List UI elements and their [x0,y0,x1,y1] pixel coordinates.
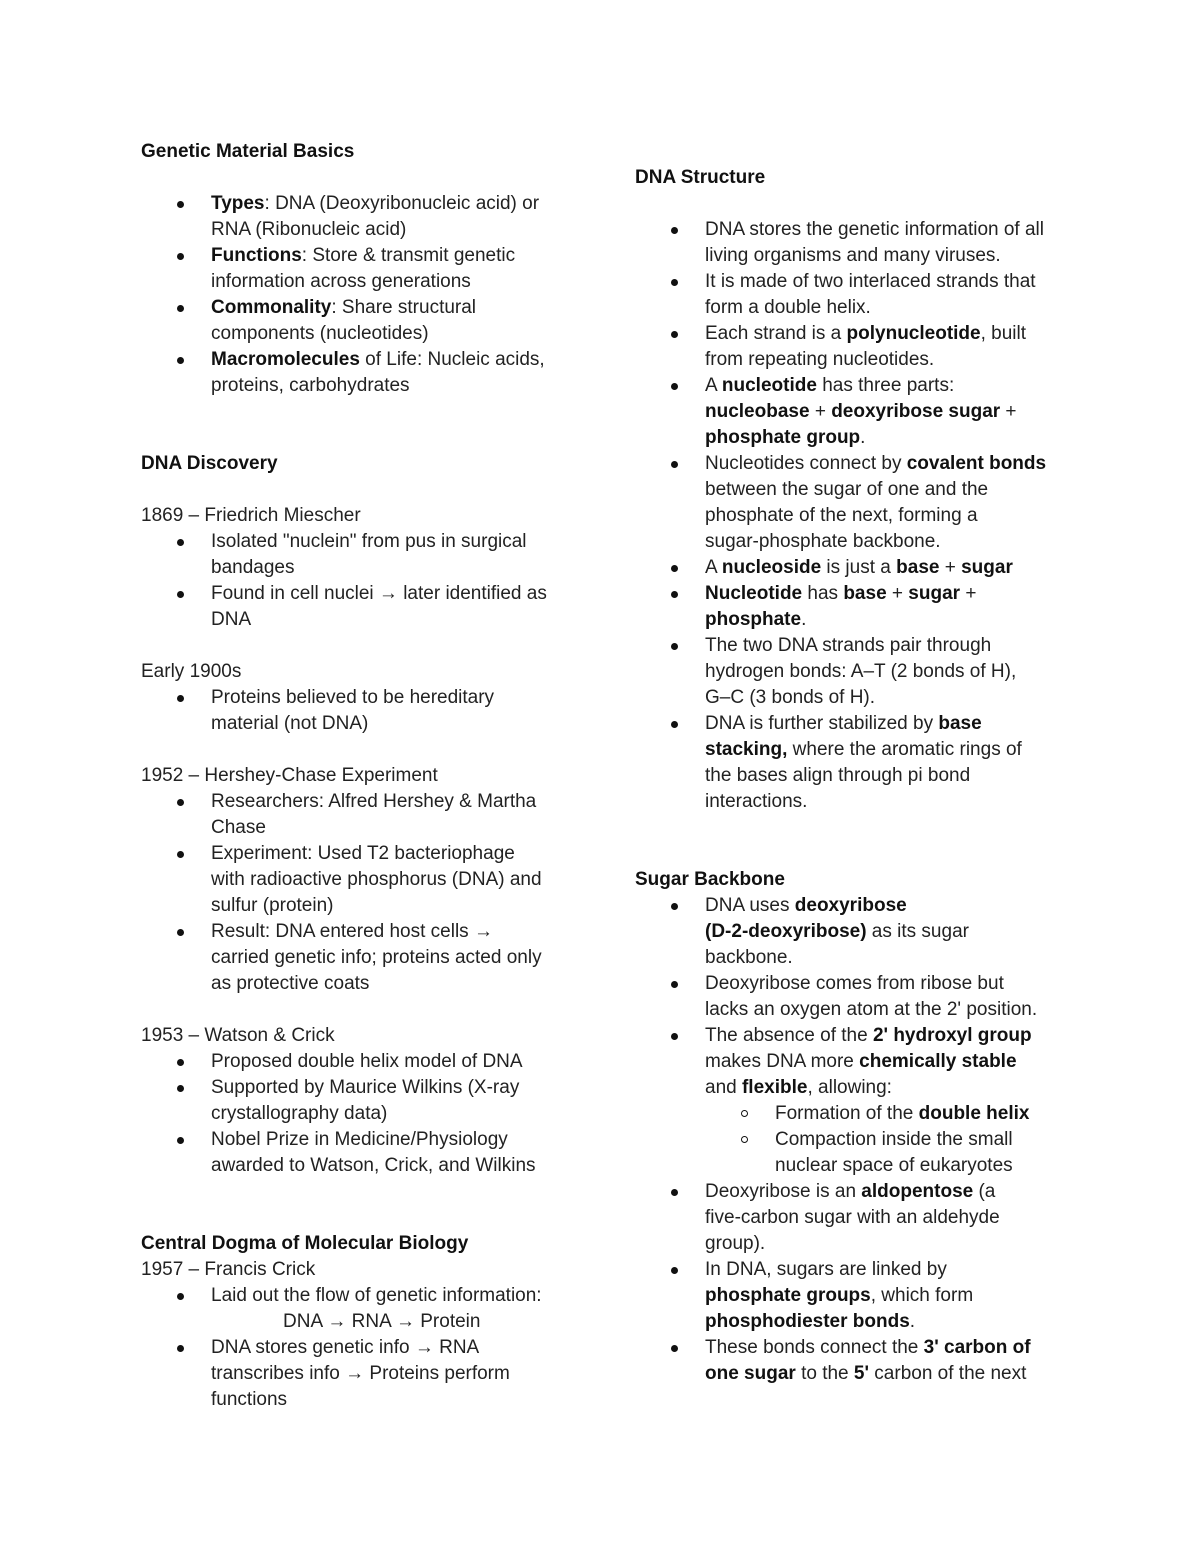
list-item-text [211,217,571,243]
left-column [141,139,571,1413]
text: sulfur (protein) [211,895,334,916]
list-item-text [705,321,1075,347]
hollow-bullet-icon [741,1110,748,1117]
bold-text: phosphodiester bonds [705,1311,910,1332]
list-item-text [211,1075,571,1101]
list-item-text [211,243,571,269]
text: Chase [211,817,266,838]
bullet-list [141,685,571,737]
list-item-text [211,815,571,841]
bullet-icon [671,383,678,390]
text: and [705,1077,742,1098]
text: proteins, carbohydrates [211,375,410,396]
bullet-icon [671,331,678,338]
text: hydrogen bonds: A–T (2 bonds of H), [705,661,1017,682]
list-item [141,1335,571,1413]
list-item-text [211,893,571,919]
text: + [1000,401,1017,422]
list-item-text [705,997,1075,1023]
list-item [141,1049,571,1075]
bullet-list [141,191,571,399]
text: , allowing: [807,1077,892,1098]
text: Found in cell nuclei → later identified as [211,583,547,604]
sub-list-item [635,1127,1075,1179]
text: carbon of the next [869,1363,1027,1384]
list-item-text [705,217,1075,243]
list-item [141,685,571,737]
list-item-text [705,971,1075,997]
text: Compaction inside the small [775,1129,1013,1150]
text: . [909,1311,916,1332]
list-item-text [211,607,571,633]
text: DNA stores the genetic information of all [705,219,1045,240]
bullet-icon [671,1267,678,1274]
text: + [809,401,832,422]
list-item [141,1127,571,1179]
bold-text: aldopentose [861,1181,974,1202]
bold-text: base [896,557,940,578]
list-item-text [705,529,1075,555]
bold-text: flexible [741,1077,808,1098]
section-heading-dna-structure: DNA Structure [635,167,766,188]
text: + [886,583,909,604]
list-item-text [705,1231,1075,1257]
text: Experiment: Used T2 bacteriophage [211,843,515,864]
bullet-icon [671,565,678,572]
text: the bases align through pi bond [705,765,971,786]
list-item-text [705,919,1075,945]
bullet-icon [671,903,678,910]
text: : DNA (Deoxyribonucleic acid) or [264,193,540,214]
list-item [141,919,571,997]
bold-text: one sugar [705,1363,796,1384]
bullet-list [635,893,1075,1387]
text: form a double helix. [705,297,871,318]
text: information across generations [211,271,471,292]
text: makes DNA more [705,1051,860,1072]
text: as protective coats [211,973,370,994]
text: , built [980,323,1027,344]
text: Deoxyribose is an [705,1181,862,1202]
bullet-icon [177,1345,184,1352]
bold-text: deoxyribose sugar [831,401,1001,422]
bullet-icon [671,1033,678,1040]
list-item-text [705,633,1075,659]
list-item-text [705,243,1075,269]
text: . [860,427,866,448]
text: G–C (3 bonds of H). [705,687,876,708]
text: crystallography data) [211,1103,388,1124]
list-item-text [211,269,571,295]
bullet-icon [177,253,184,260]
text: Each strand is a [705,323,847,344]
list-item-text [705,451,1075,477]
list-item-text [211,321,571,347]
list-item-text [705,399,1075,425]
text: has three parts: [816,375,955,396]
bold-text: deoxyribose [794,895,907,916]
bold-text: Nucleotide [705,583,803,604]
list-item-text [705,607,1075,633]
list-item [635,971,1075,1023]
text: is just a [821,557,897,578]
text: lacks an oxygen atom at the 2' position. [705,999,1038,1020]
list-item [635,633,1075,711]
list-item [635,1023,1075,1101]
text: as its sugar [866,921,969,942]
list-item-text [211,529,571,555]
list-item-text [705,1361,1075,1387]
list-item-text [705,347,1075,373]
text: to the [795,1363,854,1384]
list-item [141,529,571,581]
dogma-flow: DNA → RNA → Protein [283,1311,481,1332]
event-title: 1953 – Watson & Crick [141,1025,335,1046]
list-item-text [705,1309,1075,1335]
text: with radioactive phosphorus (DNA) and [211,869,542,890]
list-item-text [211,1101,571,1127]
bullet-icon [671,981,678,988]
sub-list-item [635,1101,1075,1127]
list-item-text [211,1127,571,1153]
bullet-icon [671,1189,678,1196]
list-item [635,451,1075,555]
text: In DNA, sugars are linked by [705,1259,947,1280]
text: A [705,375,722,396]
bullet-icon [671,279,678,286]
bullet-icon [671,1345,678,1352]
text: Nobel Prize in Medicine/Physiology [211,1129,508,1150]
list-item [635,373,1075,451]
text: sugar-phosphate backbone. [705,531,941,552]
text: , which form [870,1285,974,1306]
text: Formation of the [775,1103,919,1124]
list-item-text [211,191,571,217]
list-item [141,347,571,399]
list-item [141,295,571,347]
list-item-text [211,581,571,607]
text: where the aromatic rings of [787,739,1022,760]
list-item-text [211,971,571,997]
list-item-text [705,555,1075,581]
text: living organisms and many viruses. [705,245,1001,266]
text: Result: DNA entered host cells → [211,921,493,942]
list-item [141,789,571,841]
list-item-text [211,1153,571,1179]
list-item-text [211,711,571,737]
list-item-text [705,685,1075,711]
bold-text: 3' carbon of [923,1337,1031,1358]
bullet-icon [177,799,184,806]
text: components (nucleotides) [211,323,429,344]
list-item [635,269,1075,321]
bold-text: Macromolecules [211,349,360,370]
list-item-text [211,347,571,373]
bold-text: nucleotide [721,375,817,396]
bullet-icon [177,1059,184,1066]
list-item-text [705,477,1075,503]
bold-text: sugar [961,557,1013,578]
list-item-text [705,373,1075,399]
list-item-text [705,1023,1075,1049]
list-item-text [705,425,1075,451]
bold-text: 5' [853,1363,870,1384]
section-heading-genetic-basics: Genetic Material Basics [141,141,355,162]
text: Proposed double helix model of DNA [211,1051,523,1072]
bullet-icon [177,305,184,312]
text: phosphate of the next, forming a [705,505,978,526]
text: Supported by Maurice Wilkins (X-ray [211,1077,520,1098]
text: The two DNA strands pair through [705,635,992,656]
bullet-icon [177,1293,184,1300]
list-item-text [211,555,571,581]
list-item-text [211,1049,571,1075]
bold-text: 2' hydroxyl group [872,1025,1032,1046]
bold-text: nucleobase [705,401,810,422]
bullet-list [141,529,571,633]
text: DNA [211,609,252,630]
list-item-text [705,295,1075,321]
bullet-icon [177,539,184,546]
bullet-icon [671,227,678,234]
list-item [635,1257,1075,1335]
bold-text: chemically stable [859,1051,1017,1072]
text: DNA uses [705,895,795,916]
bullet-icon [671,721,678,728]
bold-text: base [938,713,982,734]
text: : Share structural [331,297,477,318]
bullet-icon [177,695,184,702]
list-item-text [705,1205,1075,1231]
text: between the sugar of one and the [705,479,989,500]
bullet-icon [177,591,184,598]
list-item-text: transcribes info → Proteins perform [211,1363,510,1384]
list-item-text [705,763,1075,789]
list-item-text: Laid out the flow of genetic information: [211,1285,542,1306]
list-item-text [705,1179,1075,1205]
list-item-text [775,1127,1075,1153]
list-item [141,841,571,919]
list-item [141,581,571,633]
text: A [705,557,722,578]
bullet-icon [177,851,184,858]
bullet-icon [177,201,184,208]
bold-text: nucleoside [721,557,822,578]
central-dogma-subtitle: 1957 – Francis Crick [141,1259,316,1280]
bold-text: polynucleotide [846,323,981,344]
list-item-text [211,841,571,867]
list-item-text [705,893,1075,919]
list-item [635,217,1075,269]
list-item [635,1335,1075,1387]
text: + [960,583,977,604]
list-item-text [211,373,571,399]
list-item [635,711,1075,815]
text: five-carbon sugar with an aldehyde [705,1207,1000,1228]
right-column [635,165,1075,1387]
list-item-text [705,1283,1075,1309]
text: has [802,583,844,604]
list-item [635,1179,1075,1257]
list-item-text [211,919,571,945]
text: Nucleotides connect by [705,453,907,474]
bullet-list [141,1049,571,1179]
bullet-icon [671,643,678,650]
text: bandages [211,557,295,578]
hollow-bullet-icon [741,1136,748,1143]
bold-text: phosphate [705,609,802,630]
text: group). [705,1233,766,1254]
text: + [939,557,962,578]
bold-text: phosphate group [705,427,861,448]
list-item-text [705,1075,1075,1101]
list-item-text [705,1049,1075,1075]
text: nuclear space of eukaryotes [775,1155,1013,1176]
text: : Store & transmit genetic [301,245,516,266]
list-item-text [211,789,571,815]
text: carried genetic info; proteins acted only [211,947,542,968]
list-item-text [705,581,1075,607]
text: These bonds connect the [705,1337,924,1358]
bold-text: stacking, [705,739,788,760]
bold-text: Types [211,193,265,214]
list-item-text [705,1257,1075,1283]
list-item-text [705,659,1075,685]
list-item [141,243,571,295]
list-item [635,555,1075,581]
list-item [635,581,1075,633]
text: Researchers: Alfred Hershey & Martha [211,791,537,812]
bullet-list [141,789,571,997]
bullet-icon [177,357,184,364]
list-item-text [211,685,571,711]
text: from repeating nucleotides. [705,349,935,370]
text: Isolated "nuclein" from pus in surgical [211,531,527,552]
list-item [635,321,1075,373]
list-item [141,1283,571,1309]
list-item-text [705,737,1075,763]
list-item-text [705,711,1075,737]
text: (a [973,1181,996,1202]
bold-text: sugar [908,583,961,604]
list-item [141,191,571,243]
list-item-text [775,1101,1075,1127]
list-item-text [705,503,1075,529]
text: material (not DNA) [211,713,369,734]
bold-text: base [843,583,887,604]
bullet-icon [177,929,184,936]
text: awarded to Watson, Crick, and Wilkins [211,1155,536,1176]
list-item-text [211,867,571,893]
section-heading-central-dogma: Central Dogma of Molecular Biology [141,1233,469,1254]
list-item-text [775,1153,1075,1179]
text: . [801,609,807,630]
bold-text: phosphate groups [705,1285,871,1306]
event-title: 1869 – Friedrich Miescher [141,505,361,526]
text: The absence of the [705,1025,873,1046]
bold-text: Commonality [211,297,332,318]
list-item-text: functions [211,1389,288,1410]
bold-text: covalent bonds [906,453,1047,474]
bold-text: Functions [211,245,302,266]
section-heading-dna-discovery: DNA Discovery [141,453,278,474]
bullet-icon [671,591,678,598]
text: backbone. [705,947,793,968]
bullet-list [635,217,1075,815]
text: Proteins believed to be hereditary [211,687,495,708]
list-item-text [705,789,1075,815]
text: It is made of two interlaced strands that [705,271,1036,292]
text: DNA is further stabilized by [705,713,939,734]
list-item-text [705,269,1075,295]
bullet-icon [177,1085,184,1092]
bold-text: double helix [918,1103,1030,1124]
list-item [635,893,1075,971]
bold-text: (D-2-deoxyribose) [705,921,867,942]
list-item [141,1075,571,1127]
event-title: Early 1900s [141,661,242,682]
text: of Life: Nucleic acids, [359,349,545,370]
text: Deoxyribose comes from ribose but [705,973,1004,994]
bullet-icon [671,461,678,468]
event-title: 1952 – Hershey-Chase Experiment [141,765,438,786]
text: RNA (Ribonucleic acid) [211,219,407,240]
bullet-icon [177,1137,184,1144]
section-heading-sugar-backbone: Sugar Backbone [635,869,785,890]
list-item-text [211,295,571,321]
text: interactions. [705,791,808,812]
list-item-text [211,945,571,971]
list-item-text [705,945,1075,971]
list-item-text: DNA stores genetic info → RNA [211,1337,480,1358]
list-item-text [705,1335,1075,1361]
